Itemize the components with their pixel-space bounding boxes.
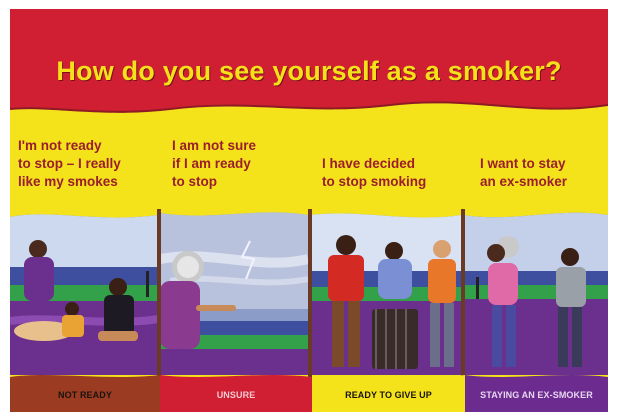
smoker-stages-poster [10, 9, 608, 412]
stage-heading-staying: I want to stay an ex-smoker [480, 156, 568, 189]
stage-heading-unsure: I am not sure if I am ready to stop [172, 138, 257, 189]
stage-heading-ready: I have decided to stop smoking [322, 156, 427, 189]
label-unsure: UNSURE [216, 390, 256, 400]
stage-heading-not-ready: I'm not ready to stop – I really like my smokes [18, 138, 121, 189]
poster-title: How do you see yourself as a smoker? [56, 56, 562, 86]
panel-divider [157, 209, 161, 377]
panel-ready-to-give-up [310, 213, 462, 375]
panel-staying-an-ex-smoker [464, 213, 608, 375]
panel-unsure [160, 212, 308, 375]
panel-divider [308, 209, 312, 377]
panel-not-ready [10, 214, 158, 375]
label-staying-an-ex-smoker: STAYING AN EX-SMOKER [480, 390, 593, 400]
panel-divider [461, 209, 465, 377]
label-ready-to-give-up: READY TO GIVE UP [345, 390, 432, 400]
label-not-ready: NOT READY [58, 390, 112, 400]
